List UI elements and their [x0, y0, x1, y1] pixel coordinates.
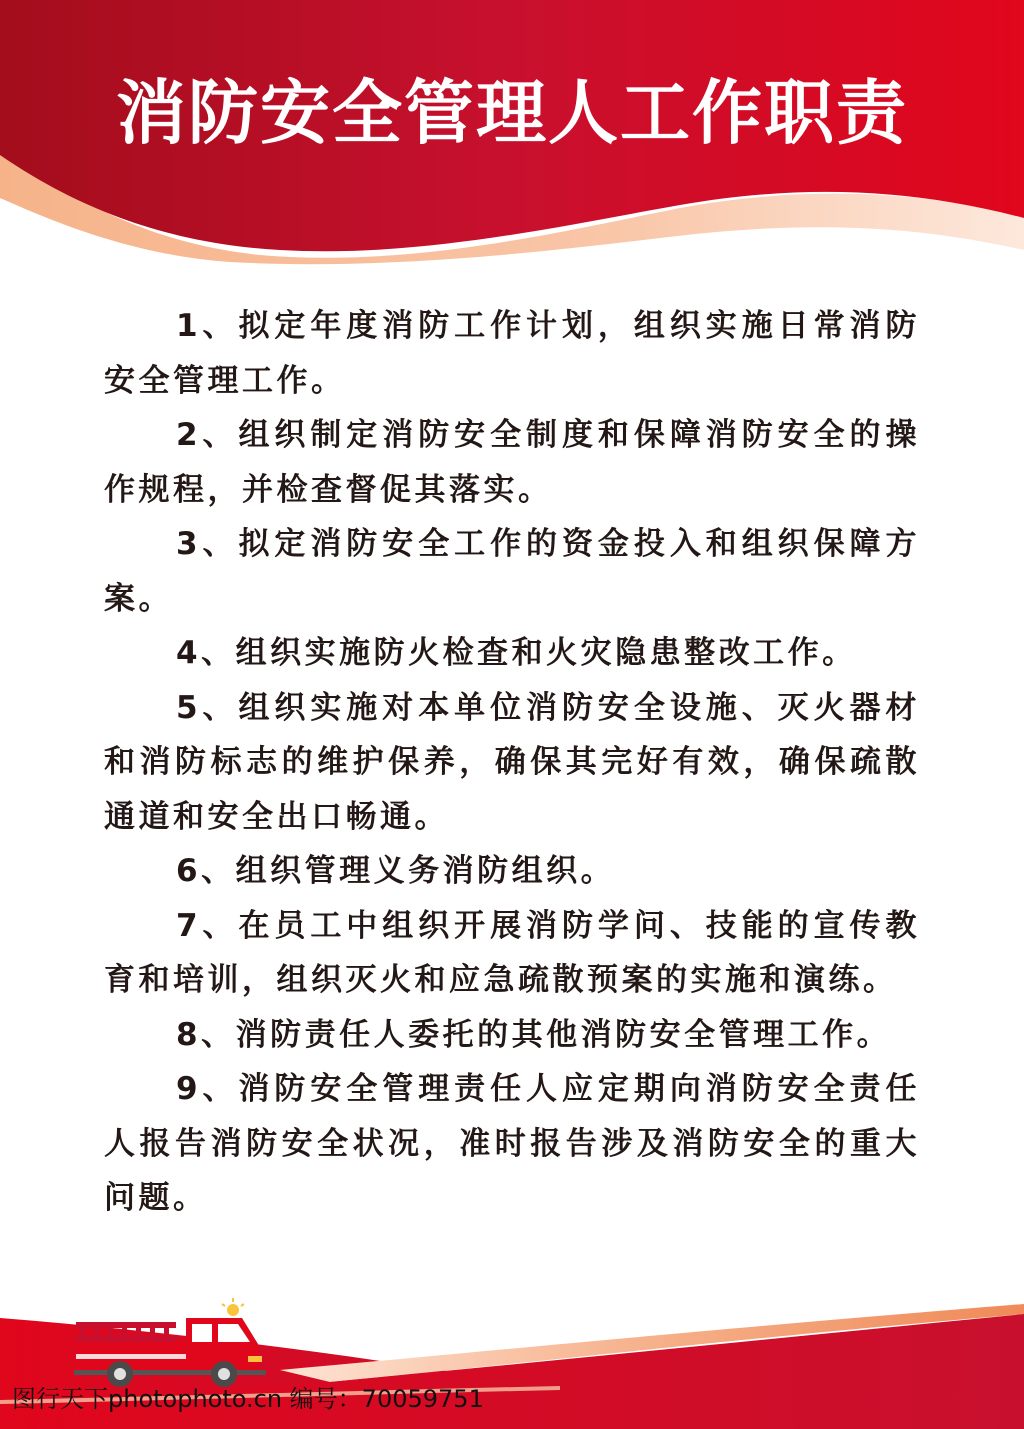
list-item: 5、组织实施对本单位消防安全设施、灭火器材和消防标志的维护保养，确保其完好有效，确保疏散通道和安全出口畅通。	[104, 689, 920, 835]
list-item: 6、组织管理义务消防组织。	[176, 853, 616, 889]
list-item: 8、消防责任人委托的其他消防安全管理工作。	[176, 1016, 892, 1053]
list-item: 1、拟定年度消防工作计划，组织实施日常消防安全管理工作。	[104, 308, 920, 399]
list-item: 2、组织制定消防安全制度和保障消防安全的操作规程，并检查督促其落实。	[104, 417, 920, 508]
watermark-text: 图行天下photophoto.cn 编号：70059751	[12, 1385, 484, 1413]
list-item: 9、消防安全管理责任人应定期向消防安全责任人报告消防安全状况，准时报告涉及消防安全的重大问题。	[104, 1071, 920, 1216]
list-item: 4、组织实施防火检查和火灾隐患整改工作。	[176, 635, 857, 671]
page-title: 消防安全管理人工作职责	[116, 72, 908, 154]
list-item: 7、在员工中组织开展消防学问、技能的宣传教育和培训，组织灭火和应急疏散预案的实施和演练。	[104, 907, 920, 998]
list-item: 3、拟定消防安全工作的资金投入和组织保障方案。	[104, 526, 920, 617]
duties-list	[104, 299, 920, 1226]
fire-truck-icon	[72, 1296, 268, 1388]
